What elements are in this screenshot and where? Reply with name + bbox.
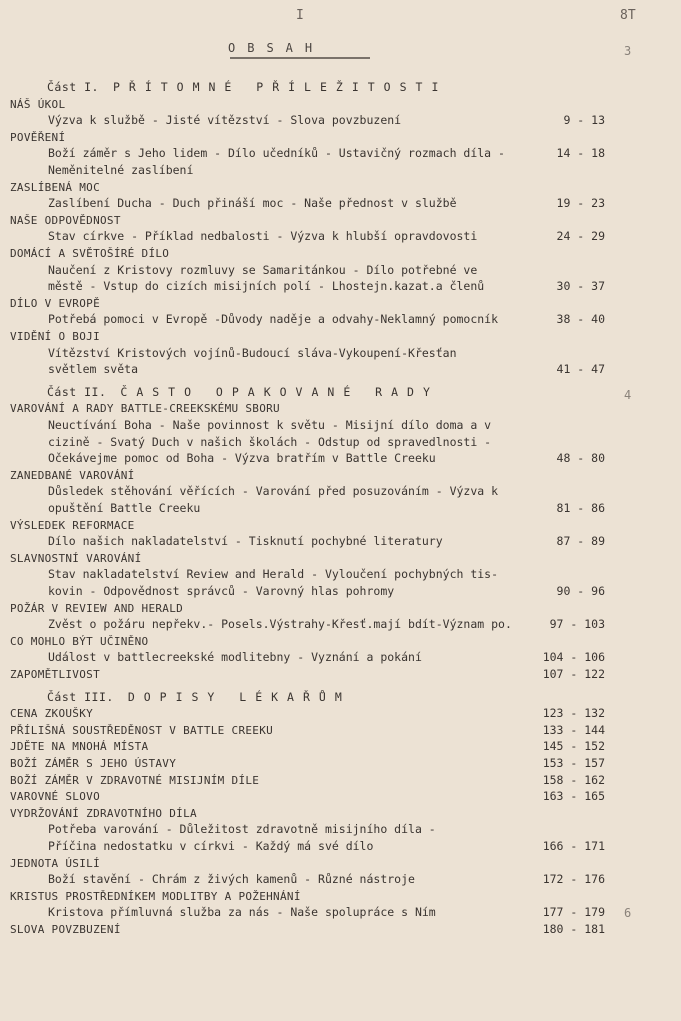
- section-title: KRISTUS PROSTŘEDNÍKEM MODLITBY A POŽEHNÁNÍ: [10, 889, 301, 903]
- part-label: Část II.: [47, 384, 107, 399]
- page-range: 38 - 40: [556, 312, 605, 327]
- entry-text: světlem světa: [48, 362, 139, 377]
- toc-entry: [0, 195, 681, 212]
- page-range: 180 - 181: [542, 922, 605, 936]
- toc-part-heading: [0, 79, 681, 96]
- toc-entry: [0, 311, 681, 328]
- page-range: 97 - 103: [549, 617, 605, 632]
- entry-text: Očekávejme pomoc od Boha - Výzva bratřím v Battle Creeku: [48, 451, 436, 466]
- toc-section-heading: [0, 328, 681, 345]
- section-title: BOŽÍ ZÁMĚR S JEHO ÚSTAVY: [10, 757, 177, 770]
- section-title: DOMÁCÍ A SVĚTOŠÍRÉ DÍLO: [10, 247, 170, 260]
- part-heading-text: [47, 384, 439, 401]
- toc-section-heading: [0, 400, 681, 417]
- section-title: VIDĚNÍ O BOJI: [10, 330, 100, 343]
- entry-text: Boží záměr s Jeho lidem - Dílo učedníků - Ustavičný rozmach díla -: [48, 146, 505, 161]
- toc-section-heading: [0, 805, 681, 822]
- section-title: VYDRŽOVÁNÍ ZDRAVOTNÍHO DÍLA: [10, 806, 197, 820]
- toc-section-heading: [0, 517, 681, 534]
- toc-entry: [0, 361, 681, 378]
- part-title: ČASTO OPAKOVANÉ RADY: [120, 384, 439, 399]
- toc-entry: [0, 616, 681, 633]
- section-title: ZAPOMĚTLIVOST: [10, 668, 100, 681]
- toc-section-heading: [0, 788, 681, 805]
- entry-text: opuštění Battle Creeku: [48, 501, 201, 515]
- section-title: CO MOHLO BÝT UČINĚNO: [10, 634, 149, 648]
- entry-text: cizině - Svatý Duch v našich školách - Odstup od spravedlnosti -: [48, 434, 492, 449]
- page-range: 163 - 165: [542, 789, 605, 804]
- part-title: DOPISY LÉKAŘŮM: [127, 689, 351, 704]
- entry-text: Stav nakladatelství Review and Herald - Vyloučení pochybných tis-: [48, 567, 499, 582]
- page-range: 172 - 176: [542, 872, 605, 887]
- page-range: 48 - 80: [556, 451, 605, 466]
- page-range: 107 - 122: [542, 667, 605, 681]
- section-title: ZANEDBANÉ VAROVÁNÍ: [10, 468, 135, 482]
- toc-entry: [0, 838, 681, 855]
- part-title: PŘÍTOMNÉ PŘÍLEŽITOSTI: [112, 80, 448, 94]
- toc-entry: [0, 821, 681, 838]
- toc-section-heading: [0, 722, 681, 739]
- entry-text: Výzva k službě - Jisté vítězství - Slova povzbuzení: [48, 113, 402, 128]
- section-title: VAROVNÉ SLOVO: [10, 790, 100, 804]
- section-title: VAROVÁNÍ A RADY BATTLE-CREEKSKÉMU SBORU: [10, 402, 280, 416]
- entry-text: Příčina nedostatku v církvi - Každý má své dílo: [48, 839, 374, 853]
- margin-number-4: 4: [624, 388, 632, 402]
- toc-entry: [0, 145, 681, 162]
- section-title: NAŠE ODPOVĚDNOST: [10, 213, 121, 227]
- page-range: 158 - 162: [542, 772, 605, 787]
- entry-text: městě - Vstup do cizích misijních polí - Lhostejn.kazat.a členů: [48, 279, 485, 294]
- toc-entry: [0, 566, 681, 583]
- page-range: 24 - 29: [556, 229, 605, 244]
- page-range: 153 - 157: [542, 756, 605, 770]
- toc-entry: [0, 262, 681, 279]
- part-label: Část I.: [47, 80, 99, 94]
- page-range: 145 - 152: [542, 739, 605, 754]
- page-range: 87 - 89: [556, 534, 605, 549]
- toc-section-heading: [0, 129, 681, 146]
- toc-section-heading: [0, 96, 681, 113]
- margin-number-3: 3: [624, 44, 632, 58]
- toc-section-heading: [0, 179, 681, 196]
- section-title: POVĚŘENÍ: [10, 130, 66, 144]
- entry-text: Potřebá pomoci v Evropě -Důvody naděje a odvahy-Neklamný pomocník: [48, 312, 499, 327]
- toc-entry: [0, 583, 681, 600]
- toc-section-heading: [0, 245, 681, 262]
- entry-text: Důsledek stěhování věřících - Varování před posuzováním - Výzva k: [48, 484, 499, 499]
- entry-text: Dílo našich nakladatelství - Tisknutí pochybné literatury: [48, 534, 443, 549]
- toc-section-heading: [0, 633, 681, 650]
- toc-entry: [0, 162, 681, 179]
- page-number-right: 8T: [620, 8, 636, 23]
- entry-text: Kristova přímluvná služba za nás - Naše spolupráce s Ním: [48, 905, 436, 920]
- section-title: BOŽÍ ZÁMĚR V ZDRAVOTNÉ MISIJNÍM DÍLE: [10, 773, 260, 787]
- part-label: Část III.: [47, 689, 114, 704]
- page-range: 90 - 96: [556, 584, 605, 598]
- page-range: 166 - 171: [542, 839, 605, 853]
- title-underline: [230, 57, 370, 59]
- entry-text: kovin - Odpovědnost správců - Varovný hlas pohromy: [48, 584, 395, 598]
- section-title: DÍLO V EVROPĚ: [10, 296, 100, 310]
- entry-text: Potřeba varování - Důležitost zdravotně misijního díla -: [48, 822, 436, 837]
- section-title: NÁŠ ÚKOL: [10, 97, 66, 111]
- toc-section-heading: [0, 550, 681, 567]
- toc-entry: [0, 434, 681, 451]
- toc-section-heading: [0, 212, 681, 229]
- toc-entry: [0, 500, 681, 517]
- toc-entry: [0, 417, 681, 434]
- part-heading-text: [47, 79, 447, 96]
- page-range: 81 - 86: [556, 501, 605, 515]
- entry-text: Vítězství Kristových vojínů-Budoucí sláva-Vykoupení-Křesťan: [48, 345, 457, 360]
- entry-text: Neuctívání Boha - Naše povinnost k světu - Misijní dílo doma a v: [48, 418, 492, 432]
- toc-section-heading: [0, 600, 681, 617]
- entry-text: Událost v battlecreekské modlitebny - Vyznání a pokání: [48, 650, 422, 665]
- page-number-left: I: [296, 8, 304, 23]
- toc-entry: [0, 112, 681, 129]
- section-title: ZASLÍBENÁ MOC: [10, 180, 100, 194]
- toc-entry: [0, 278, 681, 295]
- page-title: OBSAH: [228, 41, 325, 55]
- toc-section-heading: [0, 295, 681, 312]
- toc-part-heading: [0, 689, 681, 706]
- toc-entry: [0, 871, 681, 888]
- entry-text: Zaslíbení Ducha - Duch přináší moc - Naše přednost v službě: [48, 196, 457, 211]
- toc-section-heading: [0, 666, 681, 683]
- toc-section-heading: [0, 467, 681, 484]
- toc-entry: [0, 533, 681, 550]
- page-range: 19 - 23: [556, 196, 605, 211]
- section-title: CENA ZKOUŠKY: [10, 707, 94, 721]
- toc-entry: [0, 450, 681, 467]
- page-range: 14 - 18: [556, 146, 605, 161]
- page-range: 104 - 106: [542, 650, 605, 665]
- page-range: 133 - 144: [542, 722, 605, 737]
- entry-text: Boží stavění - Chrám z živých kamenů - Různé nástroje: [48, 872, 415, 887]
- toc-entry: [0, 649, 681, 666]
- part-heading-text: [47, 689, 351, 706]
- section-title: JDĚTE NA MNOHÁ MÍSTA: [10, 740, 149, 754]
- entry-text: Stav církve - Příklad nedbalosti - Výzva k hlubší opravdovosti: [48, 229, 478, 244]
- toc-entry: [0, 228, 681, 245]
- entry-text: Zvěst o požáru nepřekv.- Posels.Výstrahy-Křesť.mají bdít-Význam po.: [48, 617, 512, 632]
- section-title: PŘÍLIŠNÁ SOUSTŘEDĚNOST V BATTLE CREEKU: [10, 723, 274, 737]
- toc-entry: [0, 483, 681, 500]
- toc-section-heading: [0, 772, 681, 789]
- section-title: JEDNOTA ÚSILÍ: [10, 856, 100, 870]
- toc-section-heading: [0, 855, 681, 872]
- page-range: 30 - 37: [556, 279, 605, 294]
- page-range: 9 - 13: [563, 113, 605, 128]
- margin-number-6: 6: [624, 906, 632, 920]
- toc-section-heading: [0, 755, 681, 772]
- page-range: 123 - 132: [542, 706, 605, 721]
- toc-entry: [0, 904, 681, 921]
- section-title: SLOVA POVZBUZENÍ: [10, 923, 121, 936]
- page-range: 177 - 179: [542, 905, 605, 920]
- toc-part-heading: [0, 384, 681, 401]
- section-title: POŽÁR V REVIEW AND HERALD: [10, 601, 184, 615]
- section-title: SLAVNOSTNÍ VAROVÁNÍ: [10, 551, 142, 565]
- toc-entry: [0, 345, 681, 362]
- toc-section-heading: [0, 921, 681, 938]
- entry-text: Neměnitelné zaslíbení: [48, 163, 194, 177]
- toc-section-heading: [0, 705, 681, 722]
- section-title: VÝSLEDEK REFORMACE: [10, 518, 135, 532]
- page-range: 41 - 47: [556, 362, 605, 377]
- toc-section-heading: [0, 738, 681, 755]
- entry-text: Naučení z Kristovy rozmluvy se Samaritánkou - Dílo potřebné ve: [48, 262, 478, 277]
- toc-section-heading: [0, 888, 681, 905]
